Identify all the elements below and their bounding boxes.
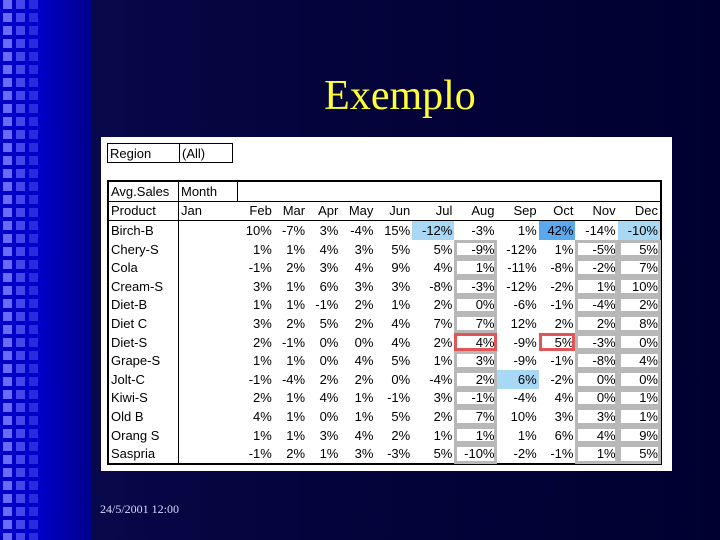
value-cell: 7%: [454, 407, 496, 426]
product-name: Diet-S: [108, 333, 179, 352]
value-cell: 8%: [618, 314, 661, 333]
value-cell: 1%: [253, 297, 272, 313]
value-cell: 5%: [433, 446, 453, 462]
month-header: Dec: [618, 201, 661, 221]
value-cell: 1%: [354, 390, 374, 406]
value-cell: -2%: [513, 446, 537, 462]
value-cell: 0%: [319, 353, 339, 369]
value-cell: -7%: [281, 222, 306, 238]
value-cell: 1%: [253, 353, 272, 369]
value-cell: 10%: [245, 222, 272, 238]
value-cell: 3%: [319, 427, 339, 443]
value-cell: 3%: [354, 241, 374, 257]
value-cell: 3%: [354, 278, 374, 294]
value-cell: 4%: [354, 260, 374, 276]
value-cell: 0%: [575, 370, 617, 389]
value-cell: 1%: [575, 277, 617, 296]
value-cell: -5%: [575, 240, 617, 259]
value-cell: -1%: [281, 334, 306, 350]
table-row: [108, 240, 661, 259]
value-cell: 2%: [286, 260, 306, 276]
value-cell: 2%: [575, 314, 617, 333]
value-cell: -6%: [513, 297, 537, 313]
value-cell: 2%: [354, 297, 374, 313]
product-name: Cream-S: [108, 277, 179, 296]
value-cell: [179, 240, 238, 259]
value-cell: 4%: [354, 353, 374, 369]
value-cell: 2%: [391, 427, 411, 443]
value-cell: 1%: [354, 408, 374, 424]
value-cell: 10%: [618, 277, 661, 296]
value-cell: 1%: [454, 258, 496, 277]
product-name: Diet C: [108, 314, 179, 333]
value-cell: -3%: [387, 446, 411, 462]
value-cell: 5%: [618, 444, 661, 464]
table-row: [108, 296, 661, 315]
value-cell: 1%: [517, 222, 537, 238]
value-cell: 1%: [286, 390, 306, 406]
product-name: Orang S: [108, 426, 179, 445]
value-cell: -1%: [248, 446, 272, 462]
value-cell: [179, 444, 238, 464]
value-cell: 6%: [319, 278, 339, 294]
measure-label: Avg.Sales: [108, 181, 179, 201]
product-name: Birch-B: [108, 221, 179, 240]
value-cell: 5%: [433, 241, 453, 257]
value-cell: 0%: [618, 333, 661, 352]
value-cell: 0%: [575, 389, 617, 408]
page-filter: [107, 143, 233, 163]
product-name: Cola: [108, 258, 179, 277]
product-name: Kiwi-S: [108, 389, 179, 408]
value-cell: 2%: [354, 315, 374, 331]
value-cell: -8%: [550, 260, 574, 276]
value-cell: -10%: [618, 221, 661, 240]
month-header: Feb: [237, 201, 274, 221]
value-cell: 3%: [454, 351, 496, 370]
value-cell: 9%: [391, 260, 411, 276]
value-cell: -4%: [429, 371, 453, 387]
value-cell: 4%: [253, 408, 272, 424]
filter-value[interactable]: (All): [180, 144, 233, 163]
value-cell: 1%: [554, 241, 574, 257]
value-cell: -11%: [507, 260, 537, 276]
value-cell: 3%: [575, 407, 617, 426]
value-cell: 1%: [286, 297, 306, 313]
table-row: [108, 333, 661, 352]
value-cell: 1%: [618, 389, 661, 408]
value-cell: 4%: [554, 390, 574, 406]
value-cell: -1%: [387, 390, 411, 406]
value-cell: 2%: [286, 315, 306, 331]
value-cell: 2%: [253, 334, 272, 350]
value-cell: 9%: [618, 426, 661, 445]
value-cell: 5%: [618, 240, 661, 259]
product-name: Chery-S: [108, 240, 179, 259]
value-cell: -14%: [585, 222, 616, 238]
value-cell: -1%: [550, 446, 574, 462]
value-cell: -12%: [506, 278, 537, 294]
value-cell: [179, 296, 238, 315]
value-cell: 0%: [319, 334, 339, 350]
value-cell: [179, 258, 238, 277]
value-cell: [179, 277, 238, 296]
value-cell: 0%: [319, 408, 339, 424]
value-cell: 4%: [454, 333, 496, 352]
table-row: [108, 221, 661, 240]
value-cell: -4%: [575, 296, 617, 315]
value-cell: 5%: [539, 333, 576, 352]
value-cell: -3%: [575, 333, 617, 352]
month-header-row: [108, 201, 661, 221]
row-field-label[interactable]: Product: [108, 201, 179, 221]
value-cell: [179, 351, 238, 370]
value-cell: 1%: [517, 427, 537, 443]
value-cell: 2%: [253, 390, 272, 406]
value-cell: 4%: [575, 426, 617, 445]
column-field-label[interactable]: Month: [179, 181, 238, 201]
table-row: [108, 370, 661, 389]
value-cell: -4%: [350, 222, 374, 238]
value-cell: 2%: [354, 371, 374, 387]
value-cell: 1%: [433, 353, 453, 369]
column-field-spacer: [237, 181, 661, 201]
value-cell: 5%: [319, 315, 339, 331]
value-cell: 3%: [253, 315, 272, 331]
value-cell: 2%: [454, 370, 496, 389]
value-cell: [179, 333, 238, 352]
filter-label: Region: [108, 144, 180, 163]
value-cell: 12%: [510, 315, 537, 331]
product-name: Old B: [108, 407, 179, 426]
value-cell: [179, 221, 238, 240]
value-cell: 3%: [554, 408, 574, 424]
value-cell: 1%: [286, 241, 306, 257]
table-row: [108, 351, 661, 370]
value-cell: 2%: [554, 315, 574, 331]
value-cell: -8%: [575, 351, 617, 370]
product-name: Diet-B: [108, 296, 179, 315]
value-cell: 3%: [433, 390, 453, 406]
value-cell: 1%: [253, 427, 272, 443]
month-header: Jun: [375, 201, 412, 221]
slide-title: Exemplo: [324, 73, 476, 119]
value-cell: 2%: [433, 334, 453, 350]
value-cell: 1%: [319, 446, 339, 462]
product-name: Grape-S: [108, 351, 179, 370]
value-cell: -2%: [550, 371, 574, 387]
value-cell: 15%: [384, 222, 411, 238]
month-header: Sep: [497, 201, 539, 221]
value-cell: -9%: [454, 240, 496, 259]
value-cell: 0%: [454, 296, 496, 315]
value-cell: 1%: [391, 297, 411, 313]
value-cell: 7%: [618, 258, 661, 277]
value-cell: 10%: [510, 408, 537, 424]
value-cell: 4%: [319, 241, 339, 257]
value-cell: 1%: [454, 426, 496, 445]
value-cell: [179, 314, 238, 333]
table-row: [108, 277, 661, 296]
value-cell: 4%: [391, 315, 411, 331]
value-cell: 1%: [433, 427, 453, 443]
value-cell: 1%: [286, 278, 306, 294]
month-header: Oct: [539, 201, 576, 221]
value-cell: -3%: [454, 277, 496, 296]
table-row: [108, 258, 661, 277]
value-cell: -9%: [513, 353, 537, 369]
value-cell: -4%: [513, 390, 537, 406]
value-cell: -2%: [575, 258, 617, 277]
value-cell: 4%: [354, 427, 374, 443]
value-cell: 4%: [391, 334, 411, 350]
value-cell: 1%: [286, 427, 306, 443]
value-cell: 5%: [391, 353, 411, 369]
spreadsheet-pivot-table: [101, 137, 672, 471]
value-cell: 1%: [253, 241, 272, 257]
value-cell: 5%: [391, 241, 411, 257]
value-cell: -1%: [248, 260, 272, 276]
month-header: Apr: [307, 201, 340, 221]
value-cell: 2%: [286, 446, 306, 462]
month-header: May: [340, 201, 375, 221]
value-cell: [179, 426, 238, 445]
value-cell: 3%: [319, 260, 339, 276]
value-cell: 7%: [433, 315, 453, 331]
value-cell: [179, 389, 238, 408]
value-cell: 6%: [554, 427, 574, 443]
value-cell: 0%: [391, 371, 411, 387]
value-cell: 1%: [575, 444, 617, 464]
value-cell: -2%: [550, 278, 574, 294]
value-cell: 7%: [454, 314, 496, 333]
value-cell: 4%: [618, 351, 661, 370]
value-cell: -12%: [412, 221, 454, 240]
table-row: [108, 407, 661, 426]
value-cell: 2%: [618, 296, 661, 315]
value-cell: 6%: [497, 370, 539, 389]
value-cell: 3%: [391, 278, 411, 294]
value-cell: 0%: [354, 334, 374, 350]
value-cell: 4%: [319, 390, 339, 406]
footer-date: 24/5/2001 12:00: [100, 502, 180, 516]
pivot-table: [107, 180, 662, 465]
month-header: Nov: [575, 201, 617, 221]
value-cell: 2%: [433, 408, 453, 424]
value-cell: 2%: [433, 297, 453, 313]
table-row: [108, 426, 661, 445]
value-cell: 3%: [354, 446, 374, 462]
value-cell: 3%: [253, 278, 272, 294]
value-cell: 3%: [319, 222, 339, 238]
month-header: Jul: [412, 201, 454, 221]
value-cell: 42%: [539, 221, 576, 240]
value-cell: -1%: [248, 371, 272, 387]
month-header: Mar: [274, 201, 307, 221]
value-cell: 0%: [618, 370, 661, 389]
value-cell: 1%: [286, 353, 306, 369]
value-cell: -4%: [281, 371, 306, 387]
table-row: [108, 389, 661, 408]
value-cell: 2%: [319, 371, 339, 387]
month-header: Aug: [454, 201, 496, 221]
value-cell: 1%: [286, 408, 306, 424]
value-cell: -1%: [550, 353, 574, 369]
value-cell: -8%: [429, 278, 453, 294]
product-name: Jolt-C: [108, 370, 179, 389]
value-cell: [179, 407, 238, 426]
value-cell: 5%: [391, 408, 411, 424]
value-cell: -3%: [471, 222, 495, 238]
value-cell: -12%: [506, 241, 537, 257]
month-header: Jan: [179, 201, 238, 221]
value-cell: -1%: [315, 297, 339, 313]
value-cell: -1%: [454, 389, 496, 408]
value-cell: -10%: [454, 444, 496, 464]
value-cell: 1%: [618, 407, 661, 426]
value-cell: [179, 370, 238, 389]
value-cell: -9%: [513, 334, 537, 350]
value-cell: -1%: [550, 297, 574, 313]
product-name: Saspria: [108, 444, 179, 464]
table-row: [108, 314, 661, 333]
value-cell: 4%: [433, 260, 453, 276]
table-row: [108, 444, 661, 464]
